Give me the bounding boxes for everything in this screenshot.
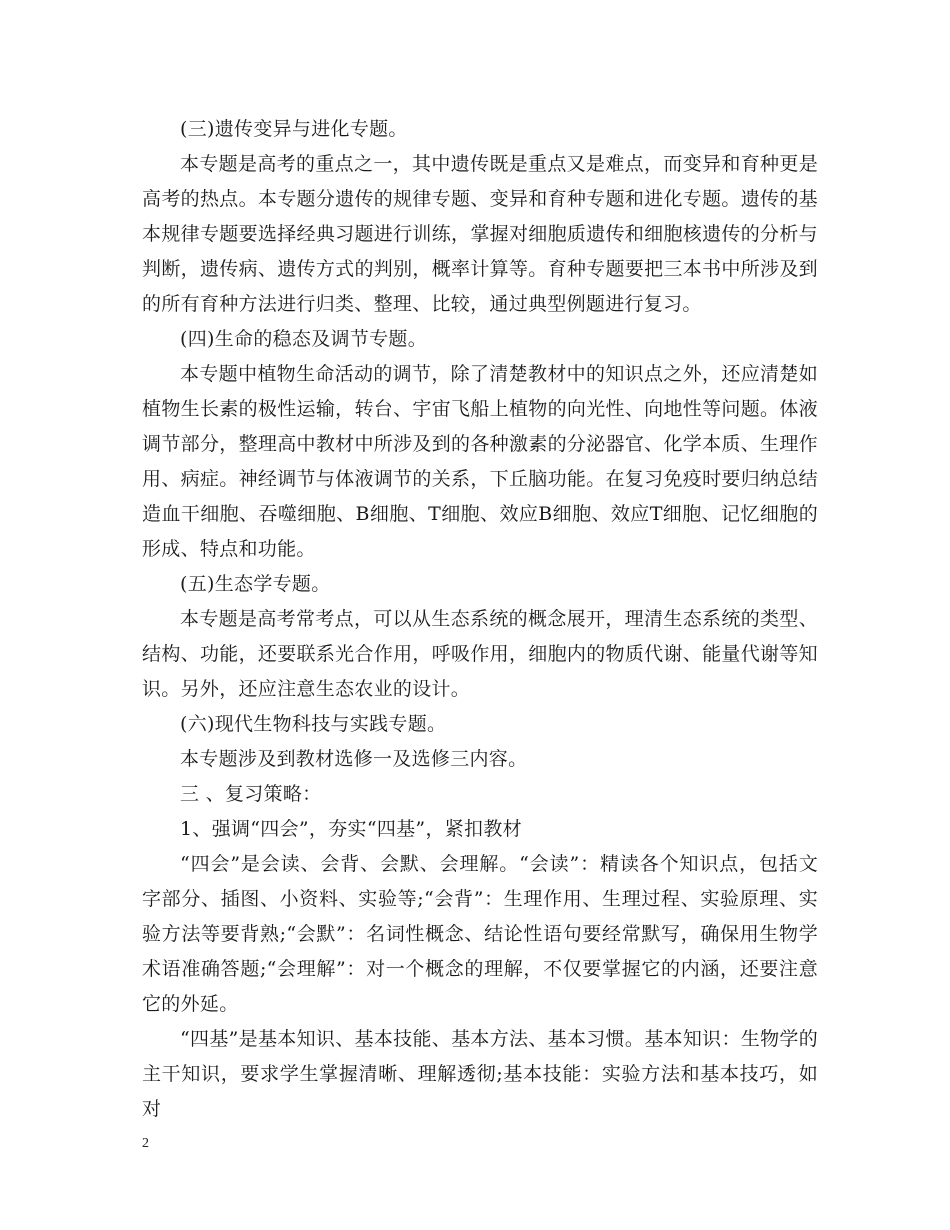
paragraph-genetics: 本专题是高考的重点之一，其中遗传既是重点又是难点，而变异和育种更是高考的热点。本专题分遗传的规律专题、变异和育种专题和进化专题。遗传的基本规律专题要选择经典习题进行训练，掌握对细胞质遗传和细胞核遗传的分析与判断，遗传病、遗传方式的判别，概率计算等。育种专题要把三本书中所涉及到的所有育种方法进行归类、整理、比较，通过典型例题进行复习。 [142,153,818,315]
section-heading-biotech: (六)现代生物科技与实践专题。 [180,713,447,735]
paragraph-four-skills: “四会”是会读、会背、会默、会理解。“会读”：精读各个知识点，包括文字部分、插图、小资料、实验等;“会背”：生理作用、生理过程、实验原理、实验方法等要背熟;“会默”：名词性概念、结论性语句要经常默写，确保用生物学术语准确答题;“会理解”：对一个概念的理解，不仅要掌握它的内涵，还要注意它的外延。 [142,853,818,1015]
paragraph-four-basics: “四基”是基本知识、基本技能、基本方法、基本习惯。基本知识：生物学的主干知识，要求学生掌握清晰、理解透彻;基本技能：实验方法和基本技巧，如对 [142,1028,818,1120]
document-body [142,112,818,1127]
paragraph-biotech: 本专题涉及到教材选修一及选修三内容。 [180,748,528,770]
page-number: 2 [142,1136,149,1151]
section-heading-homeostasis: (四)生命的稳态及调节专题。 [180,328,428,350]
section-heading-strategy: 三 、复习策略： [180,783,322,805]
paragraph-ecology: 本专题是高考常考点，可以从生态系统的概念展开，理清生态系统的类型、结构、功能，还要联系光合作用，呼吸作用，细胞内的物质代谢、能量代谢等知识。另外，还应注意生态农业的设计。 [142,608,818,700]
section-heading-genetics: (三)遗传变异与进化专题。 [180,118,408,140]
subheading-four-skills: 1、强调“四会”，夯实“四基”，紧扣教材 [180,818,522,840]
section-heading-ecology: (五)生态学专题。 [180,573,331,595]
paragraph-homeostasis: 本专题中植物生命活动的调节，除了清楚教材中的知识点之外，还应清楚如植物生长素的极性运输，转台、宇宙飞船上植物的向光性、向地性等问题。体液调节部分，整理高中教材中所涉及到的各种激素的分泌器官、化学本质、生理作用、病症。神经调节与体液调节的关系，下丘脑功能。在复习免疫时要归纳总结造血干细胞、吞噬细胞、B细胞、T细胞、效应B细胞、效应T细胞、记忆细胞的形成、特点和功能。 [142,363,818,560]
